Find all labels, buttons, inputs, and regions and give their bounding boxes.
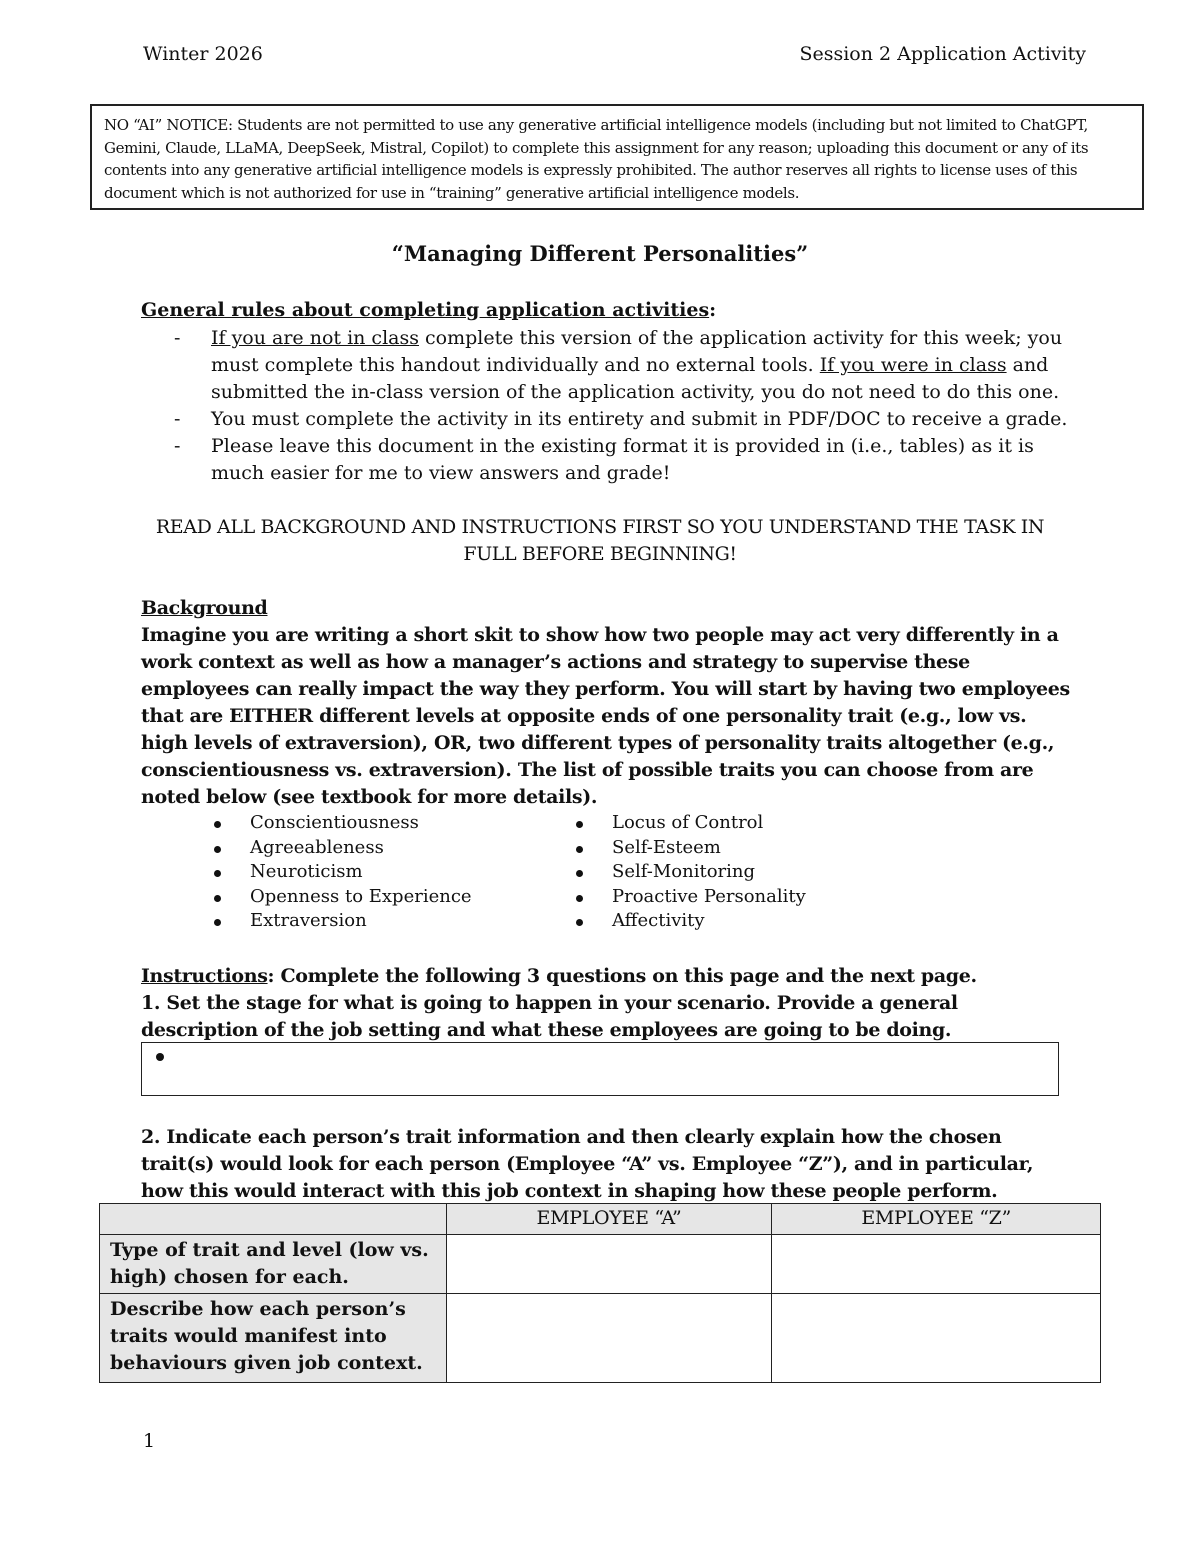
trait-item: Conscientiousness xyxy=(214,811,472,836)
bullet-icon xyxy=(214,919,221,926)
read-all-notice: READ ALL BACKGROUND AND INSTRUCTIONS FIRST SO YOU UNDERSTAND THE TASK IN FULL BEFORE BEGINNING! xyxy=(155,516,1045,565)
dash-bullet: - xyxy=(174,327,181,349)
answer-cell-employee-z[interactable] xyxy=(772,1294,1101,1383)
column-header-employee-z: EMPLOYEE “Z” xyxy=(772,1204,1101,1235)
bullet-icon xyxy=(576,919,583,926)
bullet-icon xyxy=(214,821,221,828)
answer-cell-employee-z[interactable] xyxy=(772,1235,1101,1294)
ai-notice-box xyxy=(90,104,1144,210)
trait-comparison-table xyxy=(99,1203,1101,1383)
dash-bullet: - xyxy=(174,435,181,457)
trait-item: Proactive Personality xyxy=(576,885,806,910)
instructions-line: Instructions: Complete the following 3 questions on this page and the next page. xyxy=(141,965,977,987)
trait-item: Neuroticism xyxy=(214,860,472,885)
background-text: Imagine you are writing a short skit to show how two people may act very differently in a work context as well as how a manager’s actions and strategy to supervise these employees can really impact the way they perform. You will start by having two employees that are EITHER different levels at opposite ends of one personality trait (e.g., low vs. high levels of extraversion), OR, two different types of personality traits altogether (e.g., conscientiousness vs. extraversion). The list of possible traits you can choose from are noted below (see textbook for more details). xyxy=(141,624,1070,808)
column-header-employee-a: EMPLOYEE “A” xyxy=(446,1204,772,1235)
bullet-icon xyxy=(576,821,583,828)
ai-notice-text: NO “AI” NOTICE: Students are not permitted to use any generative artificial intelligence models (including but not limited to ChatGPT, Gemini, Claude, LLaMA, DeepSeek, Mistral, Copilot) to complete this assignment for any reason; uploading this document or any of its contents into any generative artificial intelligence models is expressly prohibited. The author reserves all rights to license uses of this document which is not authorized for use in “training” generative artificial intelligence models. xyxy=(104,116,1089,202)
question-2: 2. Indicate each person’s trait information and then clearly explain how the chosen trait(s) would look for each person (Employee “A” vs. Employee “Z”), and in particular, how this would interact with this job context in shaping how these people perform. xyxy=(141,1126,1034,1202)
page-number: 1 xyxy=(143,1430,156,1452)
background-section xyxy=(141,595,1071,811)
bullet-icon xyxy=(214,870,221,877)
table-header-row xyxy=(100,1204,1101,1235)
header-course-term: Winter 2026 xyxy=(143,43,263,65)
bullet-icon xyxy=(576,870,583,877)
bullet-icon xyxy=(156,1053,164,1061)
bullet-icon xyxy=(576,895,583,902)
rule-item: - Please leave this document in the existing format it is provided in (i.e., tables) as it is much easier for me to view answers and grade! xyxy=(174,435,1034,484)
trait-item: Self-Esteem xyxy=(576,836,806,861)
question-1: 1. Set the stage for what is going to happen in your scenario. Provide a general description of the job setting and what these employees are going to be doing. xyxy=(141,992,958,1041)
trait-item: Affectivity xyxy=(576,909,806,934)
bullet-icon xyxy=(214,895,221,902)
row-label-behaviours: Describe how each person’s traits would manifest into behaviours given job context. xyxy=(100,1294,447,1383)
header-session-title: Session 2 Application Activity xyxy=(799,43,1086,65)
answer-cell-employee-a[interactable] xyxy=(446,1294,772,1383)
table-corner-cell xyxy=(100,1204,447,1235)
row-label-trait-type: Type of trait and level (low vs. high) chosen for each. xyxy=(100,1235,447,1294)
trait-item: Locus of Control xyxy=(576,811,806,836)
traits-list-left xyxy=(214,811,472,934)
page-title: “Managing Different Personalities” xyxy=(391,241,809,266)
rules-heading: General rules about completing application activities: xyxy=(141,299,717,321)
trait-item: Extraversion xyxy=(214,909,472,934)
traits-list-right xyxy=(576,811,806,934)
bullet-icon xyxy=(576,846,583,853)
table-row xyxy=(100,1294,1101,1383)
background-heading: Background xyxy=(141,597,268,619)
rule-item: - If you are not in class complete this version of the application activity for this week; you must complete this handout individually and no external tools. If you were in class and submitted the in-class version of the application activity, you do not need to do this one. xyxy=(174,327,1063,403)
answer-cell-employee-a[interactable] xyxy=(446,1235,772,1294)
bullet-icon xyxy=(214,846,221,853)
trait-item: Agreeableness xyxy=(214,836,472,861)
rules-list xyxy=(174,325,1074,487)
trait-item: Openness to Experience xyxy=(214,885,472,910)
instructions-section xyxy=(141,963,1071,1044)
table-row xyxy=(100,1235,1101,1294)
question-1-answer-box[interactable] xyxy=(141,1042,1059,1096)
trait-item: Self-Monitoring xyxy=(576,860,806,885)
dash-bullet: - xyxy=(174,408,181,430)
rule-item: - You must complete the activity in its entirety and submit in PDF/DOC to receive a grade. xyxy=(174,406,1074,433)
